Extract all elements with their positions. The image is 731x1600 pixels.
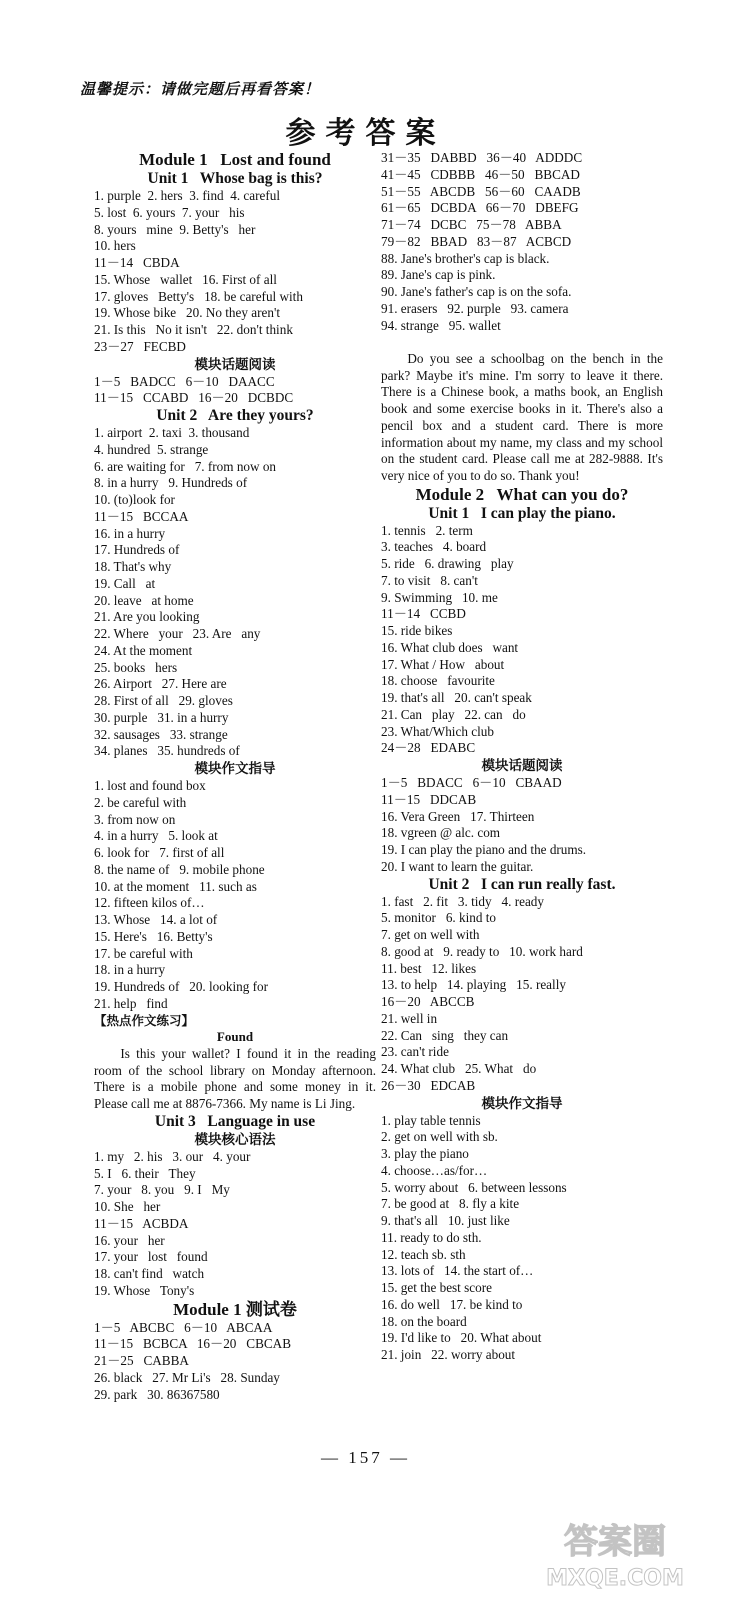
answer-line: 10. at the moment 11. such as	[94, 878, 257, 894]
answer-line: 20. leave at home	[94, 592, 194, 608]
answer-line: 5. lost 6. yours 7. your his	[94, 204, 245, 220]
left-column	[94, 150, 376, 1403]
answer-line: 17. Hundreds of	[94, 542, 180, 558]
answer-line: 3. teaches 4. board	[381, 539, 487, 555]
answer-line: 5. ride 6. drawing play	[381, 556, 514, 572]
answer-line: 17. gloves Betty's 18. be careful with	[94, 288, 303, 304]
answer-line: 18. That's why	[94, 559, 172, 574]
answer-line: 88. Jane's brother's cap is black.	[381, 250, 550, 266]
answer-line: 4. hundred 5. strange	[94, 441, 209, 457]
lost-heading-row	[381, 334, 663, 351]
module1-writing-title: 模块作文指导	[194, 761, 276, 777]
answer-line: 10. (to)look for	[94, 492, 175, 507]
answer-line: 11－15 ACBDA	[94, 1215, 189, 1231]
answer-line: 13. lots of 14. the start of…	[381, 1263, 534, 1279]
answer-line: 18. on the board	[381, 1313, 467, 1329]
module1-grammar-answers	[94, 1149, 376, 1300]
answer-line: 1. my 2. his 3. our 4. your	[94, 1148, 251, 1164]
right-column	[381, 150, 663, 1364]
answer-line: 79－82 BBAD 83－87 ACBCD	[381, 233, 572, 249]
page-number: — 157 —	[321, 1448, 410, 1467]
answer-line: 15. ride bikes	[381, 623, 453, 639]
answer-line: 1. lost and found box	[94, 778, 206, 793]
answer-line: 19. Call at	[94, 575, 156, 591]
answer-line: 16. Vera Green 17. Thirteen	[381, 808, 535, 824]
answer-line: 8. yours mine 9. Betty's her	[94, 221, 256, 237]
answer-line: 90. Jane's father's cap is on the sofa.	[381, 284, 572, 299]
hot-composition-label: 【热点作文练习】	[94, 1012, 195, 1028]
module1-topic-reading-title: 模块话题阅读	[194, 356, 276, 373]
answer-line: 19. Whose bike 20. No they aren't	[94, 305, 280, 321]
answer-line: 24－28 EDABC	[381, 740, 476, 756]
module1-writing-answers	[94, 778, 376, 1013]
answer-line: 15. get the best score	[381, 1280, 492, 1296]
answer-line: 1. tennis 2. term	[381, 522, 473, 538]
answer-line: 22. Can sing they can	[381, 1027, 509, 1043]
answer-line: 12. fifteen kilos of…	[94, 895, 205, 911]
answer-line: 21. well in	[381, 1010, 438, 1026]
answer-line: 1. fast 2. fit 3. tidy 4. ready	[381, 893, 544, 909]
answer-line: 23. can't ride	[381, 1044, 449, 1060]
answer-line: 15. Here's 16. Betty's	[94, 928, 213, 944]
answer-line: 8. the name of 9. mobile phone	[94, 861, 265, 877]
reminder-banner: 温馨提示：请做完题后再看答案！	[80, 80, 321, 98]
answer-line: 18. can't find watch	[94, 1266, 205, 1282]
module1-unit2-title: Unit 2 Are they yours?	[156, 407, 314, 424]
composition-title: Found	[216, 1029, 254, 1045]
answer-line: 71－74 DCBC 75－78 ABBA	[381, 217, 562, 232]
answer-line: 13. Whose 14. a lot of	[94, 912, 218, 927]
answer-line: 32. sausages 33. strange	[94, 726, 228, 742]
answer-line: 1－5 BDACC 6－10 CBAAD	[381, 775, 562, 791]
module2-unit2-title: Unit 2 I can run really fast.	[428, 875, 616, 893]
answer-line: 2. get on well with sb.	[381, 1129, 498, 1145]
answer-line: 8. good at 9. ready to 10. work hard	[381, 943, 583, 959]
answer-line: 6. are waiting for 7. from now on	[94, 458, 277, 474]
answer-line: 1. purple 2. hers 3. find 4. careful	[94, 188, 281, 203]
module1-topic-reading-answers	[94, 374, 376, 408]
answer-line: 16. do well 17. be kind to	[381, 1296, 523, 1312]
module2-topic-reading-answers	[381, 775, 663, 876]
answer-line: 7. to visit 8. can't	[381, 572, 478, 588]
answer-line: 17. your lost found	[94, 1249, 208, 1265]
answer-line: 7. get on well with	[381, 927, 480, 943]
module1-unit1-title: Unit 1 Whose bag is this?	[147, 170, 323, 187]
answer-line: 19. Whose Tony's	[94, 1282, 195, 1298]
answer-line: 18. in a hurry	[94, 962, 166, 978]
answer-line: 6. look for 7. first of all	[94, 845, 225, 860]
answer-line: 22. Where your 23. Are any	[94, 626, 261, 641]
answer-line: 2. be careful with	[94, 794, 187, 810]
answer-line: 24. What club 25. What do	[381, 1061, 537, 1077]
module1-unit1-answers	[94, 188, 376, 356]
answer-line: 11－15 CCABD 16－20 DCBDC	[94, 390, 294, 406]
module1-test-title: Module 1 测试卷	[173, 1299, 297, 1319]
answer-line: 61－65 DCBDA 66－70 DBEFG	[381, 200, 579, 216]
answer-line: 19. I can play the piano and the drums.	[381, 842, 587, 858]
answer-line: 19. I'd like to 20. What about	[381, 1330, 542, 1346]
answer-line: 24. At the moment	[94, 642, 193, 658]
answer-line: 19. Hundreds of 20. looking for	[94, 979, 268, 994]
answer-line: 12. teach sb. sth	[381, 1246, 466, 1262]
answer-line: 21. Are you looking	[94, 609, 200, 625]
answer-line: 19. that's all 20. can't speak	[381, 690, 532, 706]
module2-unit1-title: Unit 1 I can play the piano.	[428, 504, 616, 522]
answer-line: 1. airport 2. taxi 3. thousand	[94, 425, 250, 440]
module1-title: Module 1 Lost and found	[139, 150, 331, 169]
answer-line: 26. black 27. Mr Li's 28. Sunday	[94, 1369, 280, 1385]
answer-line: 11. ready to do sth.	[381, 1229, 482, 1245]
answer-line: 1. play table tennis	[381, 1112, 481, 1128]
answer-line: 7. be good at 8. fly a kite	[381, 1196, 520, 1212]
answer-line: 11－15 BCCAA	[94, 508, 189, 524]
answer-line: 23－27 FECBD	[94, 338, 186, 354]
answer-line: 21. Can play 22. can do	[381, 706, 526, 722]
answer-line: 94. strange 95. wallet	[381, 317, 501, 333]
answer-line: 18. vgreen @ alc. com	[381, 825, 501, 841]
module2-topic-reading-title: 模块话题阅读	[481, 758, 563, 775]
module2-unit1-answers	[381, 523, 663, 758]
module1-unit3-title: Unit 3 Language in use	[154, 1112, 316, 1130]
answer-line: 16. What club does want	[381, 639, 519, 655]
module1-unit2-answers	[94, 425, 376, 760]
answer-line: 9. that's all 10. just like	[381, 1213, 510, 1229]
answer-line: 1－5 BADCC 6－10 DAACC	[94, 373, 275, 389]
answer-line: 21. join 22. worry about	[381, 1347, 516, 1363]
answer-line: 15. Whose wallet 16. First of all	[94, 271, 277, 287]
answer-line: 5. I 6. their They	[94, 1165, 196, 1181]
answer-line: 4. in a hurry 5. look at	[94, 828, 218, 844]
answer-line: 3. play the piano	[381, 1146, 469, 1162]
answer-line: 10. She her	[94, 1199, 161, 1215]
answer-line: 11. best 12. likes	[381, 960, 477, 976]
module2-writing-answers	[381, 1113, 663, 1364]
answer-line: 16－20 ABCCB	[381, 994, 475, 1010]
answer-line: 5. monitor 6. kind to	[381, 910, 497, 926]
module2-title: Module 2 What can you do?	[415, 484, 629, 504]
answer-line: 23. What/Which club	[381, 723, 494, 739]
module2-writing-title: 模块作文指导	[481, 1095, 563, 1112]
module1-test-answers	[94, 1320, 376, 1404]
answer-line: 21－25 CABBA	[94, 1353, 189, 1369]
answer-line: 17. What / How about	[381, 656, 505, 672]
watermark-text-cn: 答案圈	[564, 1522, 666, 1562]
module2-unit2-answers	[381, 894, 663, 1095]
answer-line: 4. choose…as/for…	[381, 1162, 488, 1178]
answer-line: 91. erasers 92. purple 93. camera	[381, 300, 569, 316]
answer-line: 34. planes 35. hundreds of	[94, 743, 240, 759]
watermark-logo	[515, 1515, 715, 1593]
answer-line: 9. Swimming 10. me	[381, 589, 498, 605]
module1-grammar-title: 模块核心语法	[194, 1131, 276, 1148]
answer-line: 3. from now on	[94, 811, 176, 827]
answer-line: 31－35 DABBD 36－40 ADDDC	[381, 150, 583, 165]
answer-line: 5. worry about 6. between lessons	[381, 1179, 567, 1195]
answer-line: 10. hers	[94, 238, 136, 254]
answer-line: 21. Is this No it isn't 22. don't think	[94, 322, 293, 337]
answer-line: 26. Airport 27. Here are	[94, 676, 227, 692]
lost-text: Do you see a schoolbag on the bench in the park? Maybe it's mine. I'm sorry to leave it there. There is a Chinese book, a maths book, an English book and some exercise books in it. There's also a pencil box and a student card. There is more information about my name, my class and my school on the student card. Please call me at 282-9888. It's very nice of you to do so. Thank you!	[381, 351, 663, 483]
answer-line: 18. choose favourite	[381, 673, 495, 689]
answer-line: 29. park 30. 86367580	[94, 1386, 220, 1402]
answer-line: 25. books hers	[94, 659, 178, 675]
answer-line: 16. your her	[94, 1232, 165, 1248]
answer-line: 16. in a hurry	[94, 525, 166, 541]
answer-line: 21. help find	[94, 995, 168, 1011]
answer-line: 89. Jane's cap is pink.	[381, 267, 496, 283]
answer-line: 11－15 BCBCA 16－20 CBCAB	[94, 1336, 291, 1352]
answer-line: 20. I want to learn the guitar.	[381, 858, 534, 874]
answer-line: 7. your 8. you 9. I My	[94, 1182, 230, 1198]
page-title: 参考答案	[285, 116, 446, 151]
answer-line: 11－14 CBDA	[94, 255, 180, 270]
answer-line: 11－15 DDCAB	[381, 791, 477, 807]
answer-line: 17. be careful with	[94, 945, 193, 961]
answer-line: 51－55 ABCDB 56－60 CAADB	[381, 183, 581, 199]
answer-line: 1－5 ABCBC 6－10 ABCAA	[94, 1319, 273, 1335]
watermark-text-en: MXQE.COM	[546, 1566, 684, 1591]
answer-line: 26－30 EDCAB	[381, 1077, 476, 1093]
answer-line: 8. in a hurry 9. Hundreds of	[94, 475, 248, 491]
answer-line: 41－45 CDBBB 46－50 BBCAD	[381, 166, 580, 182]
answer-line: 28. First of all 29. gloves	[94, 693, 233, 708]
answer-line: 13. to help 14. playing 15. really	[381, 977, 566, 993]
composition-text: Is this your wallet? I found it in the reading room of the school library on Monday afternoon. There is a mobile phone and some money in it. Please call me at 8876-7366. My name is Li Jing.	[94, 1046, 376, 1112]
module1-test-answers-continued	[381, 150, 663, 334]
answer-line: 11－14 CCBD	[381, 606, 466, 622]
answer-line: 30. purple 31. in a hurry	[94, 709, 229, 725]
